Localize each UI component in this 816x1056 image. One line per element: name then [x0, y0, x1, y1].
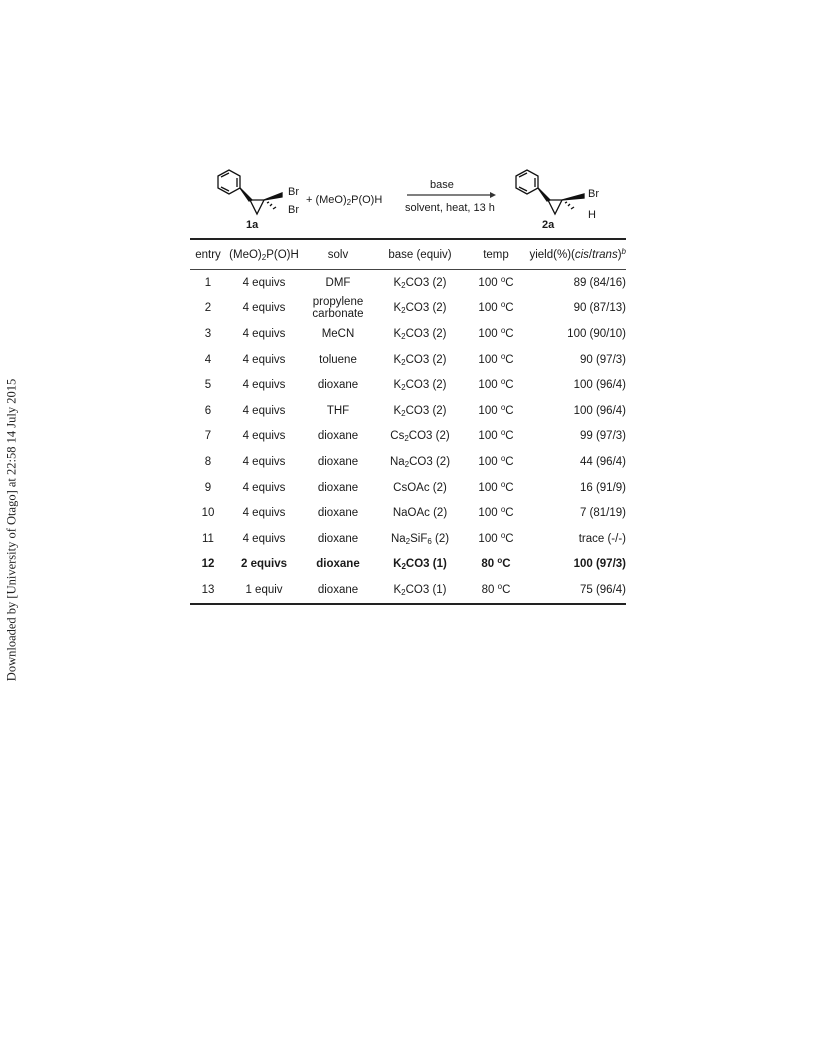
cell-entry: 2: [204, 302, 212, 315]
cell-entry: 3: [204, 327, 212, 340]
cell-solv: dioxane: [317, 532, 359, 545]
header-solv: solv: [327, 248, 349, 261]
cell-yield: 90 (87/13): [573, 302, 626, 315]
table-body: [190, 270, 626, 603]
cell-solv: dioxane: [317, 583, 359, 596]
cell-base: $K_2CO3$ (2): [393, 327, 447, 341]
cell-solv: THF: [326, 404, 350, 417]
cell-yield: 100 (97/3): [573, 558, 626, 571]
cell-temp: 100 $^o$C: [478, 300, 514, 315]
cell-solv: MeCN: [321, 327, 355, 340]
cell-base: $Na_2SiF_6$ (2): [390, 532, 450, 546]
table-row: [190, 296, 626, 322]
cell-temp: 100 $^o$C: [478, 325, 514, 340]
cell-reagent: 4 equivs: [242, 507, 286, 520]
product-br: Br: [588, 188, 599, 200]
table-row: [190, 321, 626, 347]
cell-yield: 100 (90/10): [567, 327, 626, 340]
header-base: base (equiv): [388, 248, 452, 261]
cell-base: NaOAc (2): [392, 507, 448, 520]
reactant-br-top: Br: [288, 186, 299, 198]
cell-reagent: 2 equivs: [240, 558, 288, 571]
cell-entry: 4: [204, 353, 212, 366]
cell-reagent: 4 equivs: [242, 455, 286, 468]
cell-solv: dioxane: [317, 379, 359, 392]
cell-temp: 100 $^o$C: [478, 274, 514, 289]
cell-yield: 100 (96/4): [573, 404, 626, 417]
download-note: Downloaded by [University of Otago] at 22:58 14 July 2015: [4, 378, 19, 682]
cell-reagent: 4 equivs: [242, 327, 286, 340]
cell-entry: 10: [201, 507, 215, 520]
cell-temp: 100 $^o$C: [478, 479, 514, 494]
header-temp: temp: [483, 248, 509, 261]
reactant-structure: [218, 170, 282, 214]
cell-entry: 9: [204, 481, 212, 494]
table-row: [190, 526, 626, 552]
header-entry: entry: [195, 248, 221, 261]
table-bottom-rule: [190, 603, 626, 605]
product-label: 2a: [542, 219, 555, 231]
cell-reagent: 4 equivs: [242, 379, 286, 392]
table-row: [190, 372, 626, 398]
cell-base: $K_2CO3$ (2): [393, 404, 447, 418]
reactant-label: 1a: [246, 219, 259, 231]
cell-solv: dioxane: [317, 507, 359, 520]
cell-reagent: 4 equivs: [242, 276, 286, 289]
cell-yield: 99 (97/3): [579, 430, 626, 443]
table-row: [190, 552, 626, 578]
cell-solv: propylene carbonate: [312, 296, 364, 321]
cell-temp: 100 $^o$C: [478, 453, 514, 468]
cell-base: $K_2CO3$ (1): [393, 583, 447, 597]
download-watermark: [0, 0, 24, 1056]
table-row: [190, 270, 626, 296]
header-reagent: $(MeO)_2P(O)H$: [229, 248, 299, 262]
cell-base: $K_2CO3$ (1): [393, 558, 447, 572]
table-row: [190, 577, 626, 603]
cell-temp: 100 $^o$C: [478, 505, 514, 520]
cell-reagent: 4 equivs: [242, 404, 286, 417]
cell-base: $K_2CO3$ (2): [393, 353, 447, 367]
cell-solv: DMF: [325, 276, 351, 289]
cell-entry: 6: [204, 404, 212, 417]
reaction-scheme: [190, 166, 626, 238]
cell-solv: dioxane: [316, 558, 360, 571]
plus-reagent: + $(MeO)_2P(O)H$: [306, 194, 383, 207]
cell-temp: 80 $^o$C: [481, 556, 511, 571]
cell-yield: trace (-/-): [578, 532, 626, 545]
header-yield: yield(%)(cis/trans)$^b$: [529, 246, 626, 261]
arrow-above-text: base: [430, 179, 454, 191]
table-row: [190, 500, 626, 526]
cell-yield: 7 (81/19): [579, 507, 626, 520]
product-h: H: [588, 209, 596, 221]
cell-reagent: 4 equivs: [242, 532, 286, 545]
table-row: [190, 449, 626, 475]
table-header-row: [190, 240, 626, 269]
cell-yield: 75 (96/4): [579, 583, 626, 596]
conditions-table: [190, 238, 626, 605]
cell-base: $K_2CO3$ (2): [393, 379, 447, 393]
cell-reagent: 4 equivs: [242, 481, 286, 494]
cell-yield: 44 (96/4): [579, 455, 626, 468]
cell-yield: 90 (97/3): [579, 353, 626, 366]
cell-yield: 16 (91/9): [579, 481, 626, 494]
cell-base: $Na_2CO3$ (2): [389, 455, 451, 469]
cell-yield: 89 (84/16): [573, 276, 626, 289]
table-row: [190, 398, 626, 424]
cell-entry: 12: [201, 558, 215, 571]
cell-reagent: 4 equivs: [242, 353, 286, 366]
cell-entry: 13: [201, 583, 215, 596]
cell-temp: 100 $^o$C: [478, 377, 514, 392]
cell-temp: 100 $^o$C: [478, 402, 514, 417]
cell-temp: 100 $^o$C: [478, 428, 514, 443]
cell-entry: 1: [204, 276, 212, 289]
cell-reagent: 4 equivs: [242, 302, 286, 315]
cell-solv: dioxane: [317, 455, 359, 468]
table-row: [190, 347, 626, 373]
cell-temp: 100 $^o$C: [478, 351, 514, 366]
reactant-br-bottom: Br: [288, 204, 299, 216]
cell-yield: 100 (96/4): [573, 379, 626, 392]
cell-entry: 11: [202, 532, 214, 545]
table-row: [190, 424, 626, 450]
cell-base: $Cs_2CO3$ (2): [390, 430, 450, 444]
cell-base: $K_2CO3$ (2): [393, 276, 447, 290]
cell-solv: toluene: [319, 353, 357, 366]
cell-entry: 8: [204, 455, 212, 468]
table-row: [190, 475, 626, 501]
cell-solv: dioxane: [317, 481, 359, 494]
cell-base: $K_2CO3$ (2): [393, 302, 447, 316]
cell-entry: 7: [204, 430, 212, 443]
cell-reagent: 1 equiv: [245, 583, 283, 596]
cell-temp: 100 $^o$C: [478, 530, 514, 545]
product-structure: [516, 170, 584, 214]
cell-base: CsOAc (2): [393, 481, 447, 494]
cell-temp: 80 $^o$C: [481, 581, 511, 596]
cell-reagent: 4 equivs: [242, 430, 286, 443]
cell-solv: dioxane: [317, 430, 359, 443]
arrow-below-text: solvent, heat, 13 h: [405, 202, 495, 214]
cell-entry: 5: [204, 379, 212, 392]
